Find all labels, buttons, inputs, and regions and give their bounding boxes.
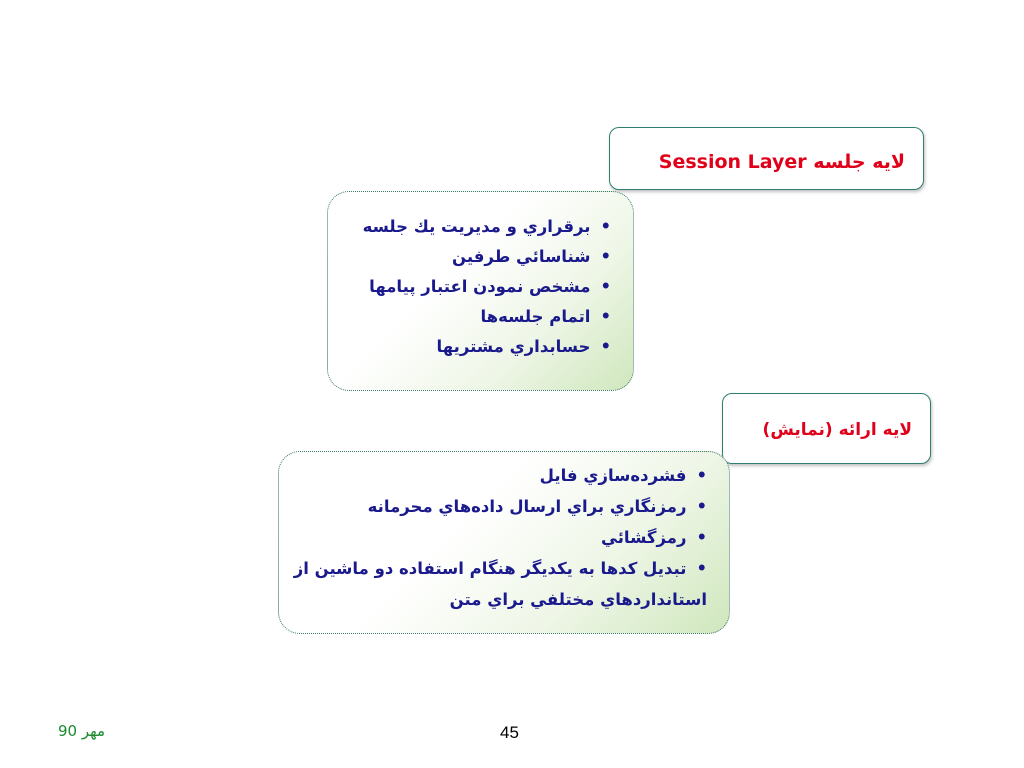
list-item: • تبديل كدها به يكديگر هنگام استفاده دو ماشين از استانداردهاي مختلفي براي متن [287, 553, 707, 615]
list-item: • رمزنگاري براي ارسال داده‌هاي محرمانه [287, 491, 707, 522]
presentation-layer-list-box [278, 451, 730, 634]
list-item: • حسابداري مشتريها [338, 332, 611, 362]
presentation-layer-title: لايه ارائه (نمايش) [762, 420, 912, 440]
session-layer-list [338, 212, 611, 362]
presentation-layer-title-box [722, 393, 931, 464]
presentation-layer-list [287, 460, 707, 615]
session-layer-title: لايه جلسه Session Layer [658, 151, 905, 173]
list-item: • اتمام جلسه‌ها [338, 302, 611, 332]
session-layer-list-box [327, 191, 634, 391]
footer-date: مهر 90 [58, 722, 106, 740]
list-item: • مشخص نمودن اعتبار پيامها [338, 272, 611, 302]
list-item: • فشرده‌سازي فايل [287, 460, 707, 491]
list-item: • برقراري و مديريت يك جلسه [338, 212, 611, 242]
page-number: 45 [500, 723, 519, 742]
list-item: • رمزگشائي [287, 522, 707, 553]
list-item: • شناسائي طرفين [338, 242, 611, 272]
session-layer-title-box [609, 127, 924, 190]
